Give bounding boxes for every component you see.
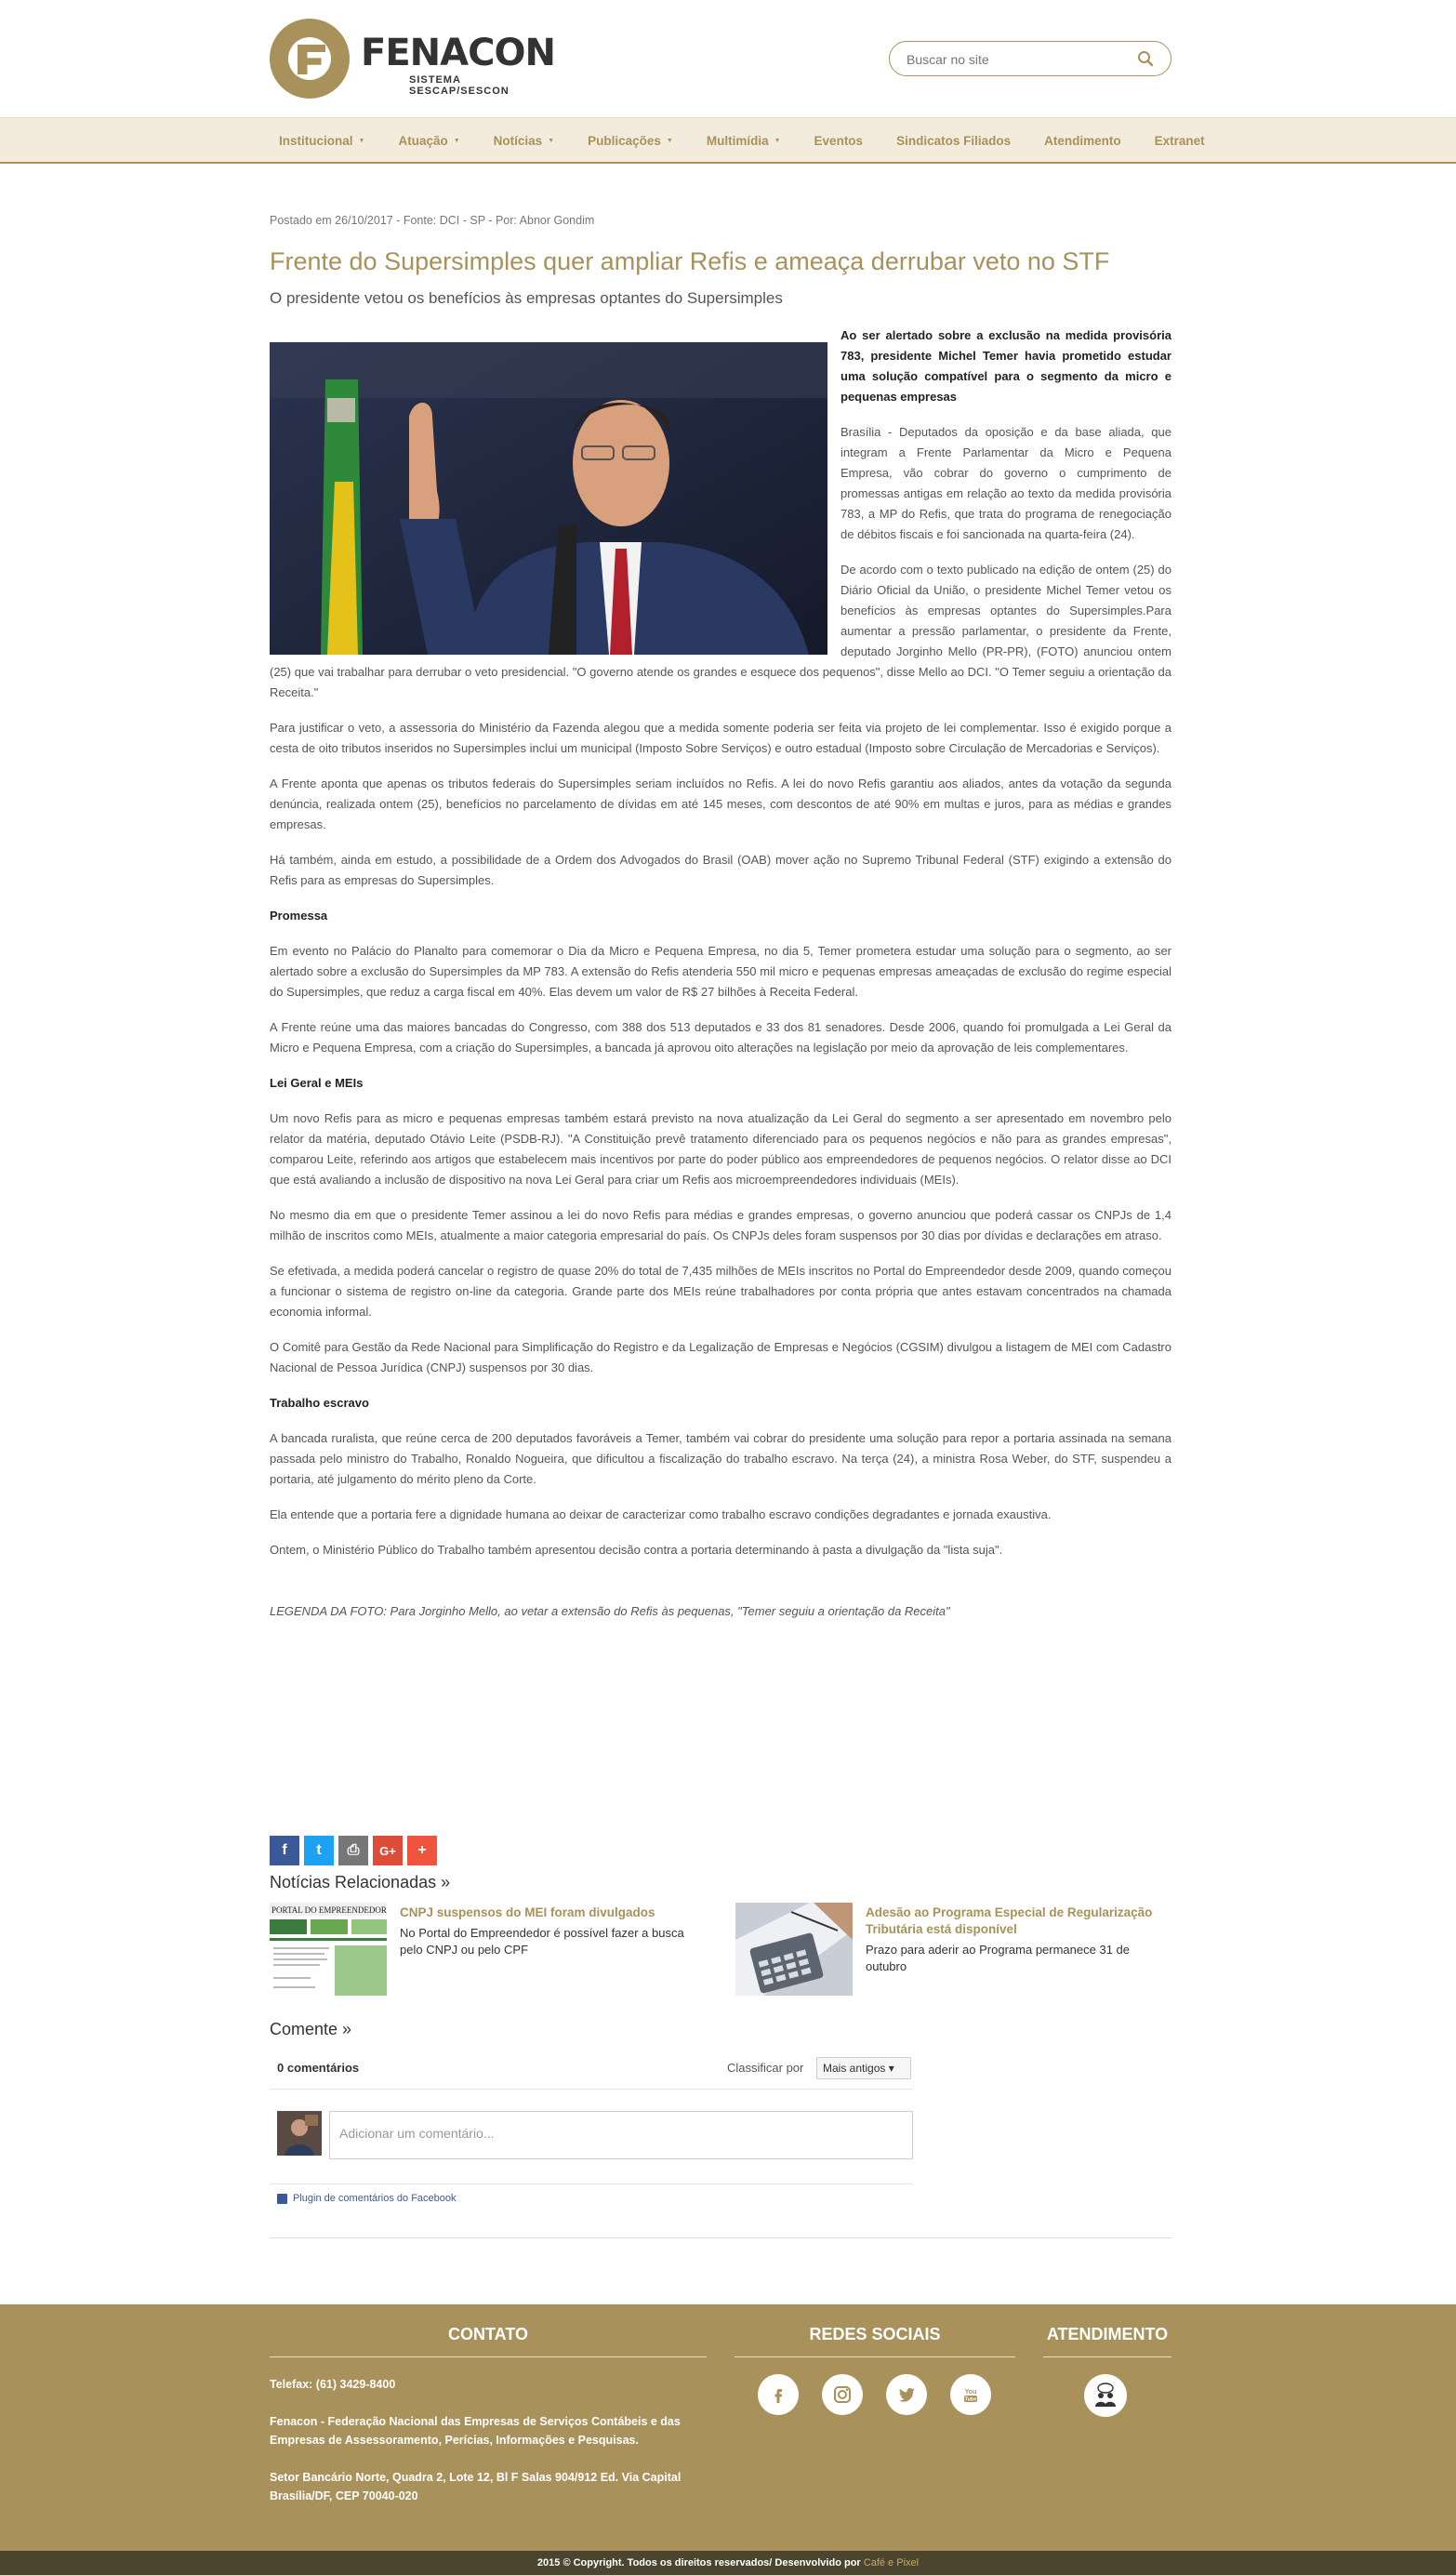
- thumb-portal-text: PORTAL DO EMPREENDEDOR: [271, 1905, 387, 1915]
- article-paragraph: Para justificar o veto, a assessoria do Ministério da Fazenda alegou que a medida somente poderia ser feita via projeto de lei complementar. Isso é exigido porque a cesta de oito tributos inseridos no Supersimples inclui um municipal (Imposto Sobre Serviços) e outro estadual (Imposto sobre Circulação de Mercadorias e Serviços).: [270, 721, 1171, 755]
- article-paragraph: De acordo com o texto publicado na edição de ontem (25) do Diário Oficial da União, o presidente Michel Temer vetou os benefícios às empresas optantes do Supersimples.Para aumentar a pressão parlamentar, o presidente da Frente, deputado Jorginho Mello (PR-PR), (FOTO) anunciou ontem (25) que vai trabalhar para derrubar o veto presidencial. "O governo atende os grandes e esquece dos pequenos", disse Mello ao DCI. "O Temer seguiu a orientação da Receita.": [270, 563, 1171, 699]
- divider: [270, 2089, 913, 2090]
- facebook-icon: [277, 2194, 287, 2204]
- more-share-icon[interactable]: +: [407, 1836, 437, 1865]
- instagram-icon[interactable]: [822, 2374, 863, 2415]
- svg-text:You: You: [964, 2389, 977, 2396]
- logo-text: FENACON: [361, 32, 555, 74]
- nav-item-label: Eventos: [814, 133, 864, 148]
- search-icon[interactable]: [1137, 50, 1154, 67]
- nav-item-label: Extranet: [1154, 133, 1205, 148]
- nav-item-extranet[interactable]: [1155, 134, 1205, 148]
- nav-item-sindicatos-filiados[interactable]: [896, 134, 1011, 148]
- share-bar: [270, 1836, 442, 1865]
- twitter-share-icon[interactable]: t: [304, 1836, 334, 1865]
- article-paragraph: Ela entende que a portaria fere a dignidade humana ao deixar de caracterizar como trabalho escravo condições degradantes e jornada exaustiva.: [270, 1507, 1052, 1521]
- divider: [270, 2237, 1171, 2238]
- youtube-icon[interactable]: [950, 2374, 991, 2415]
- article-subtitle: O presidente vetou os benefícios às empresas optantes do Supersimples: [270, 289, 783, 307]
- nav-item-label: Atuação: [398, 133, 448, 148]
- article: [270, 214, 1171, 1637]
- plugin-label: Plugin de comentários do Facebook: [293, 2193, 457, 2204]
- article-paragraph: A Frente aponta que apenas os tributos federais do Supersimples seriam incluídos no Refis. A lei do novo Refis garantiu aos aliados, antes da votação da segunda denúncia, realizada ontem (25), benefícios no parcelamento de dívidas em até 145 meses, com descontos de até 90% em multas e juros, para as médias e grandes empresas.: [270, 776, 1171, 831]
- footer-address: Setor Bancário Norte, Quadra 2, Lote 12, Bl F Salas 904/912 Ed. Via Capital Brasília/DF, CEP 70040-020: [270, 2471, 682, 2502]
- footer-org: Fenacon - Federação Nacional das Empresas de Serviços Contábeis e das Empresas de Assessoramento, Perícias, Informações e Pesquisas.: [270, 2415, 681, 2447]
- related-description: No Portal do Empreendedor é possível fazer a busca pelo CNPJ ou pelo CPF: [400, 1926, 684, 1957]
- avatar: [277, 2111, 322, 2156]
- chevron-down-icon: ▼: [774, 137, 781, 144]
- nav-item-label: Atendimento: [1044, 133, 1121, 148]
- facebook-comments: [270, 2046, 913, 2204]
- footer-redes-heading: REDES SOCIAIS: [809, 2325, 941, 2343]
- comment-count: 0 comentários: [277, 2061, 360, 2075]
- chevron-down-icon: ▼: [666, 137, 673, 144]
- site-header: [0, 0, 1456, 117]
- article-meta: Postado em 26/10/2017 - Fonte: DCI - SP - Por: Abnor Gondim: [270, 214, 595, 227]
- fenacon-logo[interactable]: [270, 19, 558, 99]
- nav-item-publicacoes[interactable]: [588, 134, 673, 148]
- developer-credit-link[interactable]: Café e Pixel: [863, 2557, 920, 2568]
- footer-atendimento-heading: ATENDIMENTO: [1046, 2325, 1169, 2343]
- svg-text:Tube: Tube: [964, 2396, 977, 2403]
- related-description: Prazo para aderir ao Programa permanece 31 de outubro: [866, 1943, 1130, 1973]
- chevron-down-icon: ▼: [453, 137, 460, 144]
- main-nav: [0, 117, 1456, 164]
- nav-item-eventos[interactable]: [814, 134, 864, 148]
- related-headline[interactable]: Adesão ao Programa Especial de Regularização Tributária está disponível: [866, 1905, 1153, 1936]
- article-paragraph: Há também, ainda em estudo, a possibilidade de a Ordem dos Advogados do Brasil (OAB) mover ação no Supremo Tribunal Federal (STF) exigindo a extensão do Refis para as empresas do Supersimples.: [270, 853, 1171, 887]
- nav-item-label: Notícias: [493, 133, 543, 148]
- article-paragraph: Ontem, o Ministério Público do Trabalho também apresentou decisão contra a portaria determinando à pasta a divulgação da "lista suja".: [270, 1543, 1003, 1557]
- related-news-item[interactable]: [735, 1903, 1182, 1999]
- nav-item-noticias[interactable]: [494, 134, 554, 148]
- logo-subtitle: SISTEMA SESCAP/SESCON: [409, 74, 510, 97]
- divider: [735, 2356, 1015, 2357]
- copyright-bar: [0, 2551, 1456, 2575]
- article-photo: [270, 342, 827, 655]
- related-thumbnail[interactable]: [270, 1903, 387, 1996]
- nav-item-label: Multimídia: [706, 133, 769, 148]
- chevron-down-icon: ▼: [358, 137, 365, 144]
- search-input[interactable]: [907, 50, 1120, 69]
- related-thumbnail[interactable]: [735, 1903, 853, 1996]
- section-heading: Promessa: [270, 909, 328, 922]
- article-paragraph: Brasília - Deputados da oposição e da base aliada, que integram a Frente Parlamentar da Micro e Pequena Empresa, vão cobrar do governo o cumprimento de promessas antigas em relação ao texto da medida provisória 783, a MP do Refis, que trata do programa de renegociação de débitos fiscais e foi sancionada na quarta-feira (24).: [841, 425, 1171, 541]
- search-box: [889, 41, 1171, 76]
- footer-contato-heading: CONTATO: [448, 2325, 528, 2343]
- related-news-item[interactable]: [270, 1903, 716, 1999]
- google-plus-share-icon[interactable]: G+: [373, 1836, 403, 1865]
- footer-telefax: Telefax: (61) 3429-8400: [270, 2378, 396, 2391]
- related-headline[interactable]: CNPJ suspensos do MEI foram divulgados: [400, 1905, 655, 1919]
- article-paragraph: O Comitê para Gestão da Rede Nacional para Simplificação do Registro e da Legalização de Empresas e Negócios (CGSIM) divulgou a listagem de MEI com Cadastro Nacional de Pessoa Jurídica (CNPJ) suspensos por 30 dias.: [270, 1340, 1171, 1374]
- facebook-share-icon[interactable]: f: [270, 1836, 299, 1865]
- nav-item-institucional[interactable]: [279, 134, 364, 148]
- nav-item-label: Institucional: [279, 133, 353, 148]
- facebook-plugin-link[interactable]: [277, 2193, 457, 2204]
- article-lead: Ao ser alertado sobre a exclusão na medida provisória 783, presidente Michel Temer havia prometido estudar uma solução compatível para o segmento da micro e pequenas empresas: [841, 328, 1171, 404]
- twitter-icon[interactable]: [886, 2374, 927, 2415]
- chevron-down-icon: ▼: [548, 137, 555, 144]
- sort-label: Classificar por: [727, 2061, 804, 2075]
- nav-item-label: Publicações: [588, 133, 661, 148]
- nav-item-multimidia[interactable]: [707, 134, 781, 148]
- article-paragraph: A bancada ruralista, que reúne cerca de 200 deputados favoráveis a Temer, também vai cobrar do presidente uma solução para repor a portaria assinada na semana passada pelo ministro do Trabalho, Ronaldo Nogueira, que dificultou a fiscalização do trabalho escravo. Na terça (24), a ministra Rosa Weber, do STF, suspendeu a portaria, até julgamento do mérito pleno da Corte.: [270, 1431, 1171, 1486]
- site-footer: [0, 2304, 1456, 2551]
- copyright-text: 2015 © Copyright. Todos os direitos reservados/ Desenvolvido por: [536, 2557, 861, 2568]
- section-heading: Trabalho escravo: [270, 1396, 369, 1410]
- photo-caption: LEGENDA DA FOTO: Para Jorginho Mello, ao vetar a extensão do Refis às pequenas, "Temer seguiu a orientação da Receita": [270, 1604, 950, 1618]
- divider: [270, 2183, 913, 2184]
- nav-item-atendimento[interactable]: [1044, 134, 1121, 148]
- chat-support-icon[interactable]: [1084, 2374, 1127, 2417]
- article-title: Frente do Supersimples quer ampliar Refis e ameaça derrubar veto no STF: [270, 247, 1110, 275]
- article-paragraph: Se efetivada, a medida poderá cancelar o registro de quase 20% do total de 7,435 milhões de MEIs inscritos no Portal do Empreendedor desde 2009, quando começou a funcionar o sistema de registro on-line da categoria. Grande parte dos MEIs reúne trabalhadores por conta própria que antes estavam concentrados na chamada economia informal.: [270, 1264, 1171, 1319]
- nav-item-atuacao[interactable]: [398, 134, 459, 148]
- facebook-icon[interactable]: [758, 2374, 799, 2415]
- comment-input[interactable]: Adicionar um comentário...: [329, 2111, 913, 2159]
- nav-item-label: Sindicatos Filiados: [896, 133, 1012, 148]
- comment-section-title: Comente »: [270, 2020, 352, 2038]
- sort-dropdown[interactable]: Mais antigos ▾: [816, 2057, 911, 2079]
- related-news-title[interactable]: Notícias Relacionadas »: [270, 1873, 451, 1891]
- article-paragraph: No mesmo dia em que o presidente Temer assinou a lei do novo Refis para médias e grandes empresas, o governo anunciou que poderá cassar os CNPJs de 1,4 milhão de inscritos como MEIs, atualmente a maior categoria empresarial do país. Os CNPJs deles foram suspensos por 30 dias por dívidas e declarações em atraso.: [270, 1208, 1171, 1242]
- divider: [270, 2356, 707, 2357]
- section-heading: Lei Geral e MEIs: [270, 1076, 364, 1090]
- article-paragraph: A Frente reúne uma das maiores bancadas do Congresso, com 388 dos 513 deputados e 33 dos 81 senadores. Desde 2006, quando foi promulgada a Lei Geral da Micro e Pequena Empresa, com a criação do Supersimples, a bancada já aprovou oito alterações na legislação por meio da aprovação de leis complementares.: [270, 1020, 1171, 1055]
- article-paragraph: Um novo Refis para as micro e pequenas empresas também estará previsto na nova atualização da Lei Geral do segmento a ser apresentado em novembro pelo relator da matéria, deputado Otávio Leite (PSDB-RJ). "A Constituição prevê tratamento diferenciado para os pequenos negócios e não para as grandes empresas", comparou Leite, referindo aos artigos que estabelecem mais incentivos por parte do poder público aos empreendedores de pequenos negócios. O relator disse ao DCI que está avaliando a inclusão de dispositivo na nova Lei Geral para criar um Refis aos microempreendedores individuais (MEIs).: [270, 1111, 1171, 1187]
- divider: [1043, 2356, 1171, 2357]
- print-share-icon[interactable]: ⎙: [338, 1836, 368, 1865]
- article-paragraph: Em evento no Palácio do Planalto para comemorar o Dia da Micro e Pequena Empresa, no dia 5, Temer prometera estudar uma solução para o segmento, ao ser alertado sobre a exclusão do Supersimples da MP 783. A extensão do Refis atenderia 550 mil micro e pequenas empresas ameaçadas de exclusão do regime especial do Supersimples, que reduz a carga fiscal em 40%. Elas devem um valor de R$ 27 bilhões à Receita Federal.: [270, 944, 1171, 999]
